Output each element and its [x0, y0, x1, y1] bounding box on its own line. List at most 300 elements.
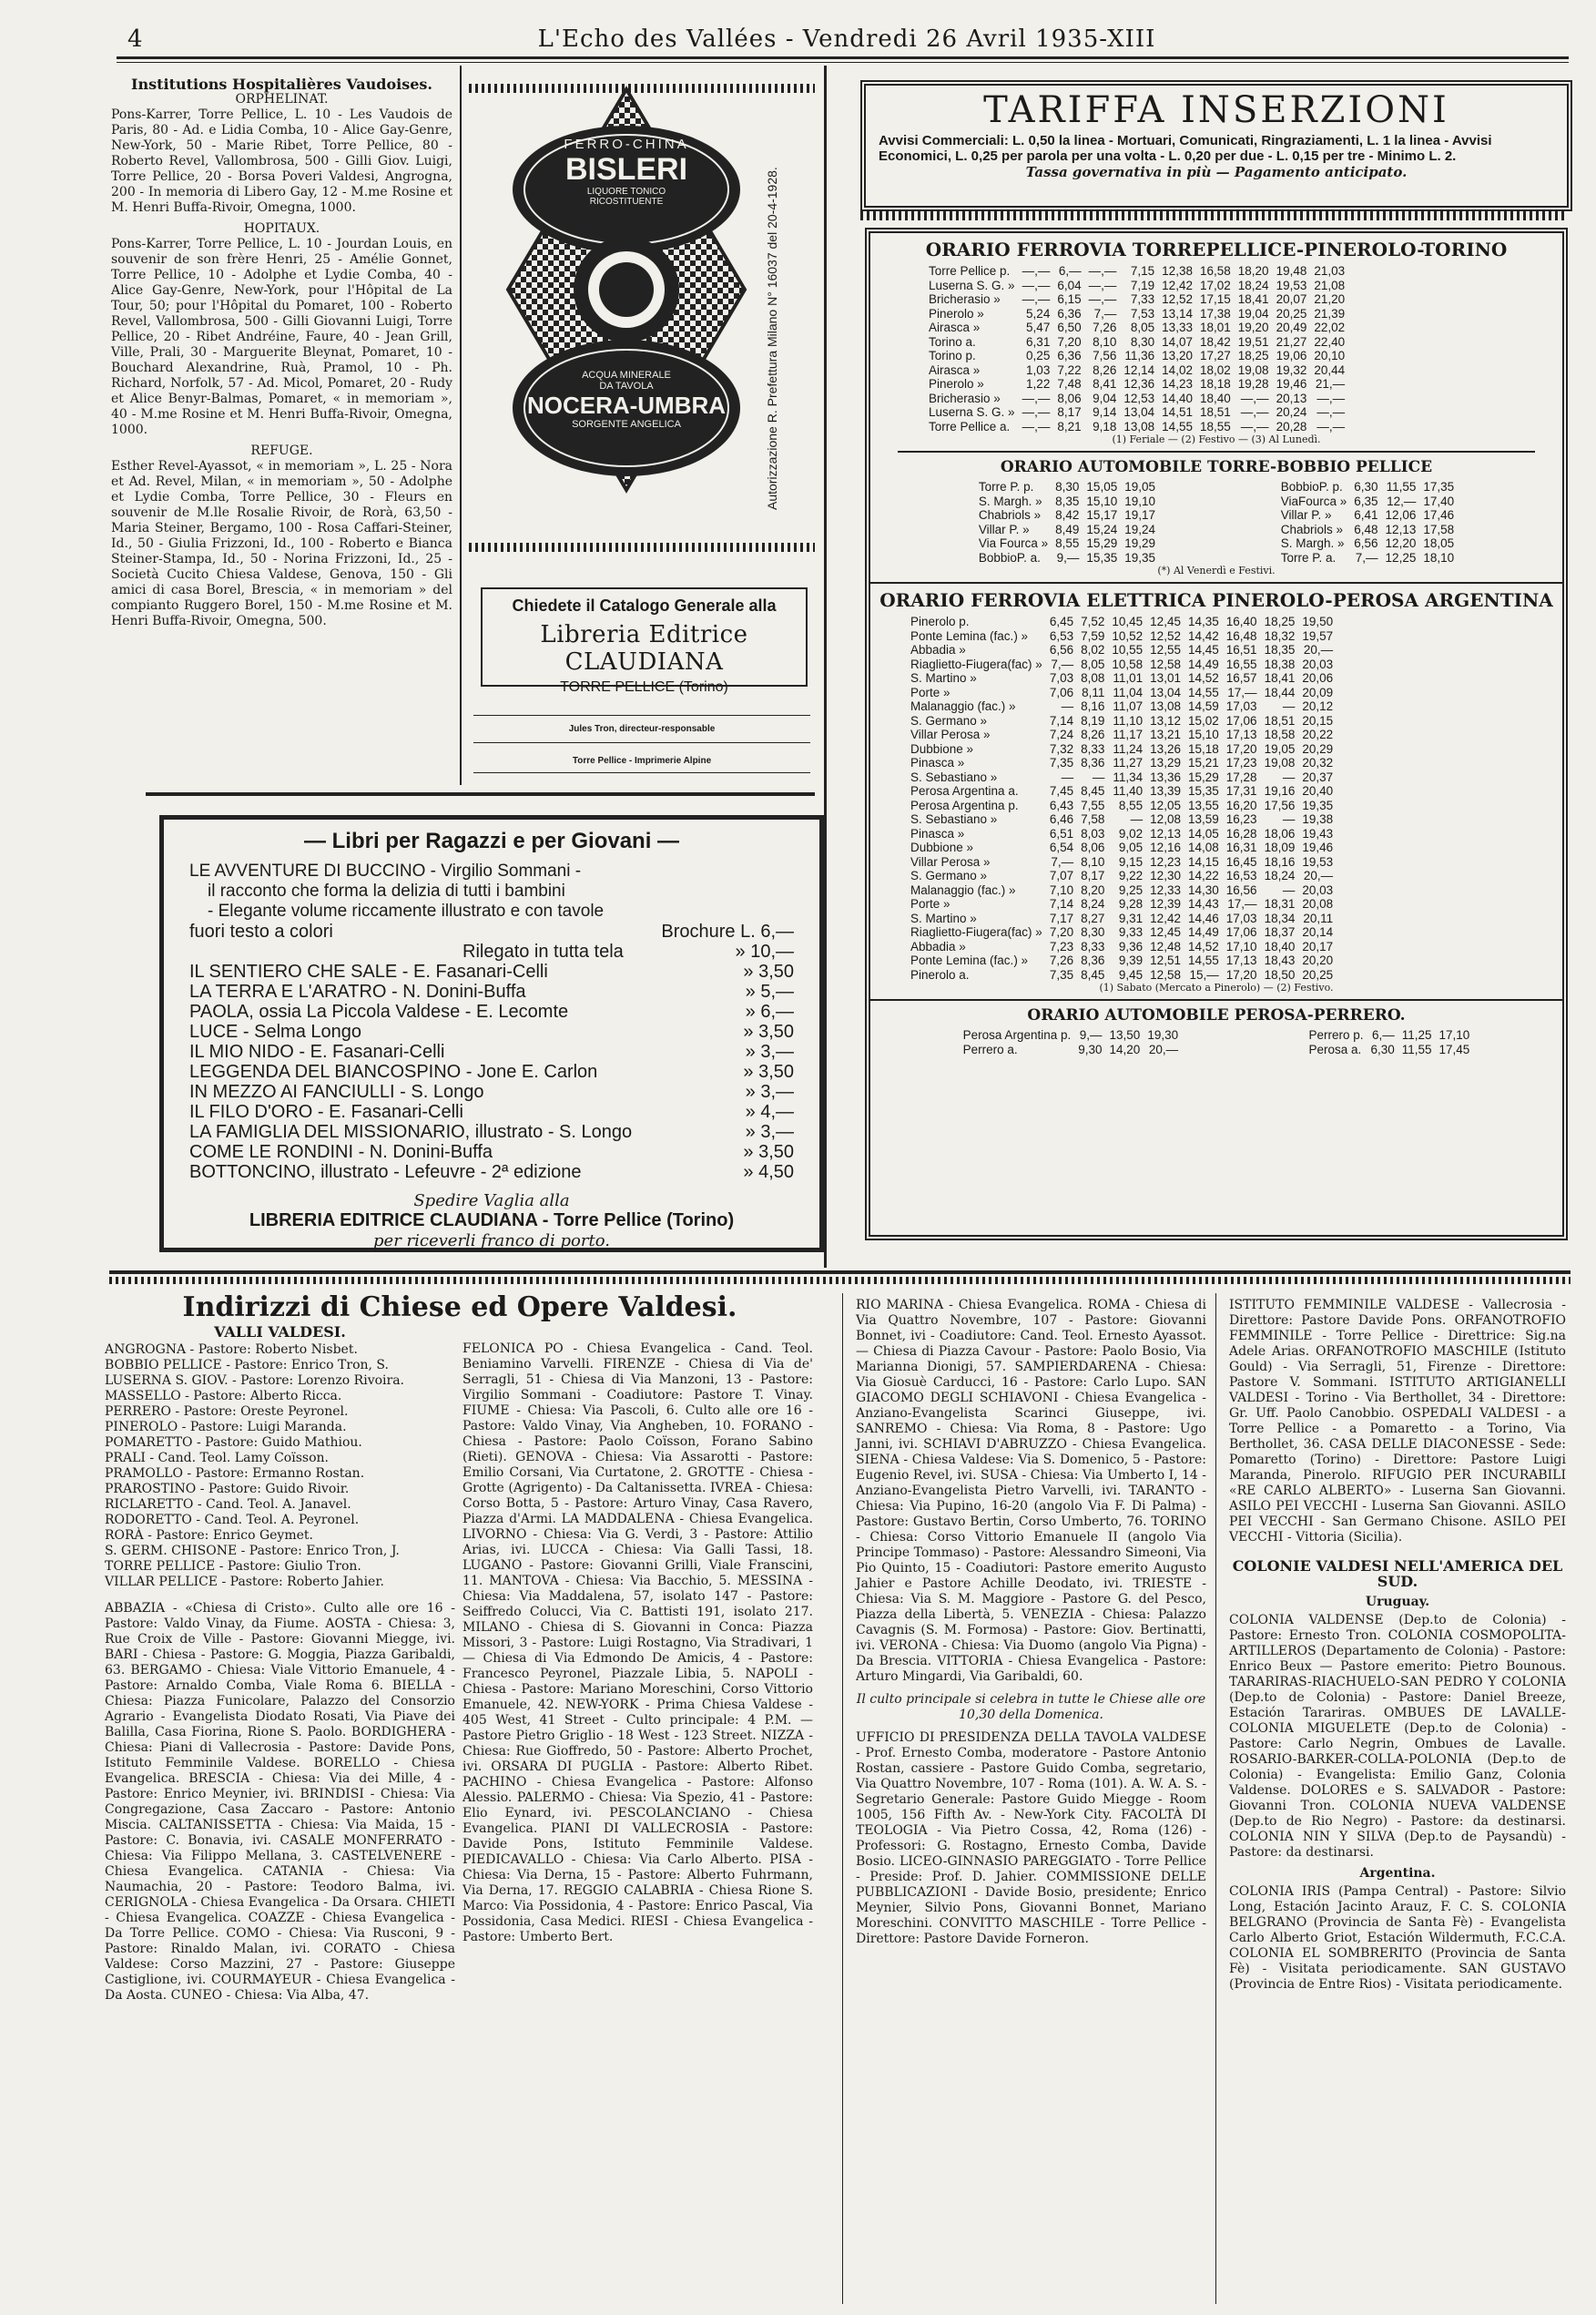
book-title: LA TERRA E L'ARATRO - N. Donini-Buffa [189, 982, 526, 1002]
time-cell: 18,25 [1237, 349, 1269, 362]
time-cell: 15,29 [1086, 536, 1118, 550]
time-cell: 19,35 [1302, 798, 1334, 812]
time-cell: 6,46 [1049, 812, 1074, 826]
orario2-title: ORARIO AUTOMOBILE TORRE-BOBBIO PELLICE [1000, 458, 1433, 476]
time-cell: —,— [1316, 405, 1346, 419]
time-cell: 16,28 [1225, 826, 1257, 841]
time-cell: 8,26 [1093, 362, 1117, 377]
table-row [907, 784, 1337, 799]
time-cell: 20,32 [1302, 756, 1334, 770]
list-item: PERRERO - Pastore: Oreste Peyronel. [105, 1404, 349, 1419]
table-row [1277, 480, 1458, 495]
time-cell: 6,43 [1049, 798, 1074, 812]
list-item: TORRE PELLICE - Pastore: Giulio Tron. [105, 1559, 361, 1574]
time-cell: 12,13 [1385, 522, 1417, 536]
time-cell: 18,09 [1264, 841, 1296, 854]
time-cell: 8,33 [1081, 939, 1105, 954]
station-cell: Airasca » [929, 362, 981, 377]
time-cell: 7,03 [1049, 671, 1074, 685]
time-cell: 13,14 [1162, 306, 1193, 321]
time-cell: 10,45 [1112, 615, 1144, 628]
station-cell: Ponte Lemina (fac.) » [910, 628, 1029, 643]
time-cell: 16,20 [1225, 798, 1257, 812]
culto-note: Il culto principale si celebra in tutte le Chiese alle ore 10,30 della Domenica. [856, 1692, 1206, 1722]
time-cell: 8,17 [1081, 869, 1105, 882]
time-cell: 18,41 [1237, 292, 1269, 306]
table-row [975, 536, 1159, 551]
time-cell: 14,20 [1109, 1042, 1141, 1056]
time-cell: 17,02 [1199, 278, 1231, 292]
table-row [975, 551, 1159, 566]
books-footer1: Spedire Vaglia alla [413, 1191, 570, 1210]
imprint-director: Jules Tron, directeur-responsable [568, 724, 716, 734]
time-cell: 12,38 [1162, 264, 1193, 278]
station-cell: Chabriols » [1280, 522, 1344, 536]
table-row [907, 925, 1337, 940]
orario3-note: (1) Sabato (Mercato a Pinerolo) — (2) Festivo. [1099, 982, 1334, 994]
time-cell: 15,17 [1086, 508, 1118, 522]
time-cell: 12,16 [1150, 841, 1181, 854]
book-title: COME LE RONDINI - N. Donini-Buffa [189, 1142, 493, 1162]
time-cell: 18,20 [1237, 264, 1269, 278]
time-cell: 12,45 [1150, 925, 1181, 939]
time-cell: 17,31 [1225, 784, 1257, 798]
time-cell: 16,48 [1225, 628, 1257, 643]
time-cell: 21,03 [1314, 264, 1346, 278]
station-cell: Perosa Argentina p. [962, 1028, 1072, 1042]
time-cell: 16,55 [1225, 657, 1257, 671]
time-cell: 9,39 [1118, 954, 1144, 967]
table-row [907, 812, 1337, 827]
time-cell: 16,57 [1225, 671, 1257, 685]
header-rule-thin [117, 62, 1569, 63]
time-cell: 14,02 [1162, 362, 1193, 377]
time-cell: 9,30 [1078, 1042, 1103, 1056]
time-cell: 20,29 [1302, 741, 1334, 756]
station-cell: Malanaggio (fac.) » [910, 699, 1016, 713]
time-cell: 19,16 [1264, 784, 1296, 798]
book-item [189, 1022, 794, 1042]
time-cell: 15,24 [1086, 522, 1118, 536]
time-cell: 19,53 [1276, 278, 1307, 292]
table-row [907, 897, 1337, 912]
time-cell: 12,13 [1150, 826, 1181, 841]
time-cell: 20,08 [1302, 897, 1334, 911]
station-cell: BobbioP. a. [978, 550, 1041, 565]
time-cell: 7,07 [1049, 869, 1074, 882]
page-number: 4 [127, 25, 143, 53]
time-cell: 13,08 [1150, 699, 1181, 713]
orphelinat-title: ORPHELINAT. [235, 92, 329, 107]
time-cell: 19,35 [1124, 550, 1156, 565]
table-row [925, 392, 1348, 406]
time-cell: 16,58 [1199, 264, 1231, 278]
colonie-title: COLONIE VALDESI NELL'AMERICA DEL SUD. [1232, 1557, 1563, 1590]
time-cell: 13,50 [1109, 1028, 1141, 1042]
time-cell: 8,30 [1055, 480, 1080, 494]
books-intro5: Rilegato in tutta tela [463, 942, 624, 962]
time-cell: 18,24 [1264, 869, 1296, 882]
time-cell: 12,08 [1150, 812, 1181, 826]
time-cell: 13,01 [1150, 671, 1181, 685]
time-cell: 6,36 [1057, 349, 1082, 362]
time-cell: 20,— [1148, 1042, 1179, 1056]
ad-mid1: ACQUA MINERALE [582, 370, 671, 381]
time-cell: 7,17 [1049, 911, 1074, 925]
time-cell: 15,10 [1086, 494, 1118, 508]
time-cell: 12,45 [1150, 615, 1181, 628]
book-item [189, 1042, 794, 1062]
table-row [925, 363, 1348, 378]
time-cell: 8,21 [1057, 419, 1082, 433]
tariffa-line1: Avvisi Commerciali: L. 0,50 la linea - Mortuari, Comunicati, Ringraziamenti, L. 1 la linea - Avvisi Economici, L. 0,25 per parola per una volta - L. 0,20 per due - L. 0,15 per tre - Minimo L. 2. [879, 133, 1492, 164]
hopitaux-text: Pons-Karrer, Torre Pellice, L. 10 - Jourdan Louis, en souvenir de son frère Henri, 25 - Amélie Gonnet, Torre Pellice, 10 - Adolphe et Lydie Comba, 40 - Alice Gay-Genre, New-York, pour l'Hôpital de La Tour, 50; pour l'Hôpital du Pomaret, 100 - Roberto Revel, Vallombrosa, 500 - Gilli Giovanni Luigi, Torre Pellice, 20 - Ribet Andréine, Faure, 40 - Jean Grill, Ville, Prali, 30 - Marguerite Bleynat, Pomaret, 10 - Bouchard Alexandrine, Ruà, Pramol, 10 - Ph. Richard, Norfolk, 57 - Ad. Micol, Pomaret, 20 - Rudy et Alice Benyr-Balmas, Pomaret, « in memoriam », 40 - M.me Rosine et M. Henri Buffa-Rivoir, Omegna, 1000. [111, 237, 452, 437]
book-price: » 3,— [745, 1082, 794, 1102]
ad-source: SORGENTE ANGELICA [572, 419, 681, 430]
table-row [907, 728, 1337, 742]
station-cell: Pinasca » [910, 756, 965, 770]
time-cell: —,— [1088, 292, 1117, 306]
time-cell: 17,23 [1225, 756, 1257, 770]
time-cell: 11,34 [1113, 770, 1144, 784]
time-cell: 8,06 [1081, 841, 1105, 854]
time-cell: 7,26 [1049, 954, 1074, 967]
time-cell: —,— [1022, 391, 1051, 405]
time-cell: 8,41 [1093, 377, 1117, 391]
station-cell: Dubbione » [910, 841, 974, 854]
time-cell: 11,55 [1386, 480, 1417, 494]
time-cell: 17,20 [1225, 967, 1257, 982]
station-cell: Perrero p. [1308, 1028, 1364, 1042]
column-rule [1215, 1293, 1216, 2304]
station-cell: Villar P. » [1280, 508, 1332, 522]
book-title: LUCE - Selma Longo [189, 1022, 361, 1042]
station-cell: Abbadia » [910, 643, 966, 657]
station-cell: Bricherasio » [929, 391, 1001, 405]
time-cell: 19,46 [1302, 841, 1334, 854]
catalog-line2: Libreria Editrice CLAUDIANA [540, 621, 748, 676]
time-cell: 18,31 [1264, 897, 1296, 911]
time-cell: 19,17 [1124, 508, 1156, 522]
time-cell: 19,06 [1276, 349, 1307, 362]
time-cell: 20,07 [1276, 292, 1307, 306]
time-cell: — [1282, 812, 1296, 826]
book-list [189, 962, 794, 1182]
station-cell: Abbadia » [910, 939, 966, 954]
orario2-table-left [975, 480, 1159, 565]
time-cell: 19,53 [1302, 854, 1334, 869]
argentina-text: COLONIA IRIS (Pampa Central) - Pastore: Silvio Long, Estación Jacinto Arauz, F. C. S. COLONIA BELGRANO (Provincia de Santa Fè) - Evangelista Carlo Alberto Griot, Estación Wildermuth, F.C.C.A. COLONIA EL SOMBRERITO (Provincia de Santa Fè) - Visitata periodicamente. SAN GUSTAVO (Provincia de Entre Rios) - Visitata periodicamente. [1229, 1884, 1566, 1992]
time-cell: 17,06 [1225, 925, 1257, 939]
time-cell: 6,53 [1049, 628, 1074, 643]
time-cell: 12,52 [1150, 628, 1181, 643]
time-cell: 19,46 [1276, 377, 1307, 391]
time-cell: 9,05 [1118, 841, 1144, 854]
time-cell: 17,13 [1225, 728, 1257, 741]
time-cell: 6,15 [1057, 292, 1082, 306]
time-cell: —,— [1316, 391, 1346, 405]
time-cell: 20,15 [1302, 713, 1334, 728]
time-cell: 6,— [1371, 1028, 1395, 1042]
table-row [960, 1043, 1182, 1057]
time-cell: 19,28 [1237, 377, 1269, 391]
time-cell: 14,15 [1187, 854, 1219, 869]
time-cell: 15,10 [1187, 728, 1219, 741]
section-ornament [109, 1277, 1571, 1284]
time-cell: 12,30 [1150, 869, 1181, 882]
time-cell: 6,04 [1057, 278, 1082, 292]
time-cell: 16,45 [1225, 854, 1257, 869]
book-price: » 3,— [745, 1122, 794, 1142]
station-cell: Pinerolo a. [910, 967, 970, 982]
time-cell: 12,55 [1150, 643, 1181, 657]
list-item: PRAROSTINO - Pastore: Guido Rivoir. [105, 1482, 350, 1496]
argentina-title: Argentina. [1359, 1866, 1436, 1881]
time-cell: —,— [1022, 264, 1051, 278]
time-cell: 12,36 [1123, 377, 1155, 391]
time-cell: 11,10 [1113, 713, 1144, 728]
column-rule [460, 66, 462, 785]
time-cell: 18,10 [1423, 550, 1455, 565]
time-cell: 13,26 [1150, 741, 1181, 756]
list-item: RICLARETTO - Cand. Teol. A. Janavel. [105, 1497, 351, 1512]
time-cell: 1,03 [1026, 362, 1051, 377]
time-cell: 21,08 [1314, 278, 1346, 292]
time-cell: 11,36 [1124, 349, 1155, 362]
time-cell: 18,05 [1423, 536, 1455, 550]
book-title: PAOLA, ossia La Piccola Valdese - E. Lecomte [189, 1002, 569, 1022]
time-cell: 19,24 [1124, 522, 1156, 536]
time-cell: 17,06 [1225, 713, 1257, 728]
time-cell: 18,34 [1264, 911, 1296, 925]
time-cell: 17,28 [1225, 770, 1257, 784]
table-row [907, 615, 1337, 629]
time-cell: 17,56 [1264, 798, 1296, 812]
time-cell: 19,43 [1302, 826, 1334, 841]
book-item [189, 1122, 794, 1142]
chiese-col3-text: RIO MARINA - Chiesa Evangelica. ROMA - Chiesa di Via Quattro Novembre, 107 - Pastore: Giovanni Bonnet, ivi - Coadiutore: Cand. Teol. Ernesto Ayassot. — Chiesa di Piazza Cavour - Pastore: Paolo Bosio, Via Marianna Dionigi, 57. SAMPIERDARENA - Chiesa: Via Giosuè Carducci, 16 - Pastore: Carlo Lupo. SAN GIACOMO DEGLI SCHIAVONI - Chiesa Evangelica - Anziano-Evangelista Scarinci Giuseppe, ivi. SANREMO - Chiesa: Via Roma, 8 - Pastore: Ugo Janni, ivi. SCHIAVI D'ABRUZZO - Chiesa Evangelica. SIENA - Chiesa Valdese: Via S. Domenico, 5 - Pastore: Eugenio Revel, ivi. SUSA - Chiesa: Via Umberto I, 14 - Anziano-Evangelista Pietro Varvelli, ivi. TARANTO - Chiesa: Via Pupino, 16-20 (angolo Via F. Di Palma) - Pastore: Gustavo Bertin, Corso Umberto, 76. TORINO - Chiesa: Corso Vittorio Emanuele II (angolo Via Principe Tommaso) - Pastore: Alessandro Simeoni, Via Pio Quinto, 15 - Coadiutori: Pastore emerito Augusto Jahier e Pastore Achille Deodato, ivi. TRIESTE - Chiesa: Via S. M. Maggiore - Pastore G. del Pesco, Piazza della Libertà, 5. VENEZIA - Chiesa: Palazzo Cavagnis (S. M. Formosa) - Pastore: Giov. Bertinatti, ivi. VERONA - Chiesa: Via Duomo (angolo Via Pigna) - Da Brescia. VITTORIA - Chiesa Evangelica - Pastore: Arturo Mingardi, Via Garibaldi, 60. [856, 1298, 1207, 1684]
time-cell: 9,36 [1118, 939, 1144, 954]
station-cell: Bricherasio » [929, 292, 1001, 306]
book-item [189, 1142, 794, 1162]
time-cell: 15,05 [1086, 480, 1118, 494]
time-cell: 16,56 [1225, 882, 1257, 897]
time-cell: 6,48 [1354, 522, 1378, 536]
hopitaux-title: HOPITAUX. [243, 221, 320, 236]
time-cell: — [1282, 882, 1296, 897]
time-cell: 15,35 [1086, 550, 1118, 565]
station-cell: Villar Perosa » [910, 728, 991, 741]
time-cell: 17,10 [1225, 939, 1257, 954]
time-cell: 20,25 [1276, 306, 1307, 321]
books-title: — Libri per Ragazzi e per Giovani — [303, 829, 680, 853]
time-cell: — [1092, 770, 1105, 784]
time-cell: —,— [1240, 419, 1269, 433]
station-cell: Torre Pellice p. [929, 264, 1011, 278]
time-cell: 13,59 [1187, 812, 1219, 826]
table-row [975, 480, 1159, 495]
time-cell: 20,44 [1314, 362, 1346, 377]
station-cell: Dubbione » [910, 741, 974, 756]
time-cell: 14,49 [1187, 657, 1219, 671]
time-cell: 19,08 [1237, 362, 1269, 377]
time-cell: 8,27 [1081, 911, 1105, 925]
time-cell: —,— [1022, 278, 1051, 292]
table-row [960, 1028, 1182, 1043]
time-cell: 17,13 [1225, 954, 1257, 967]
book-item [189, 1002, 794, 1022]
time-cell: 17,46 [1423, 508, 1455, 522]
book-price: » 3,— [745, 1042, 794, 1062]
time-cell: 20,14 [1302, 925, 1334, 939]
time-cell: 12,53 [1123, 391, 1155, 405]
time-cell: 20,06 [1302, 671, 1334, 685]
time-cell: 18,41 [1264, 671, 1296, 685]
tariffa-line2: Tassa governativa in più — Pagamento anticipato. [1025, 164, 1408, 180]
chiese-title: Indirizzi di Chiese ed Opere Valdesi. [182, 1291, 737, 1323]
table-row [907, 968, 1337, 983]
table-row [907, 841, 1337, 855]
time-cell: 14,59 [1187, 699, 1219, 713]
time-cell: 18,58 [1264, 728, 1296, 741]
time-cell: 8,26 [1081, 728, 1105, 741]
time-cell: 7,55 [1081, 798, 1105, 812]
time-cell: 6,56 [1049, 643, 1074, 657]
time-cell: 20,24 [1276, 405, 1307, 419]
time-cell: 11,27 [1113, 756, 1144, 770]
time-cell: 12,42 [1162, 278, 1193, 292]
table-row [925, 292, 1348, 307]
time-cell: 14,55 [1187, 954, 1219, 967]
time-cell: 7,20 [1049, 925, 1074, 939]
station-cell: S. Margh. » [1280, 536, 1345, 550]
table-row [907, 855, 1337, 870]
time-cell: 20,11 [1303, 911, 1334, 925]
time-cell: —,— [1022, 405, 1051, 419]
time-cell: 18,18 [1199, 377, 1231, 391]
table-row [925, 349, 1348, 363]
table-row [907, 658, 1337, 672]
books-intro2: il racconto che forma la delizia di tutti i bambini [208, 882, 565, 901]
chiese-column-2 [463, 1341, 813, 2309]
time-cell: 6,31 [1026, 334, 1051, 349]
time-cell: 17,58 [1423, 522, 1455, 536]
time-cell: — [1061, 770, 1074, 784]
table-row [907, 671, 1337, 686]
time-cell: 16,40 [1225, 615, 1257, 628]
time-cell: 0,25 [1026, 349, 1051, 362]
orario1-title: ORARIO FERROVIA TORREPELLICE-PINEROLO-TORINO [925, 239, 1508, 260]
time-cell: 18,32 [1264, 628, 1296, 643]
station-cell: Torino p. [929, 349, 976, 362]
time-cell: 14,23 [1162, 377, 1193, 391]
station-cell: Perosa Argentina a. [910, 784, 1019, 798]
time-cell: 18,02 [1199, 362, 1231, 377]
books-footer2: LIBRERIA EDITRICE CLAUDIANA - Torre Pellice (Torino) [249, 1210, 735, 1230]
station-cell: ViaFourca » [1280, 494, 1347, 508]
time-cell: 14,08 [1187, 841, 1219, 854]
refuge-title: REFUGE. [250, 444, 313, 458]
time-cell: 10,55 [1112, 643, 1144, 657]
refuge-text: Esther Revel-Ayassot, « in memoriam », L. 25 - Nora et Ad. Revel, Milan, « in memoriam », 50 - Adolphe et Lydie Comba, Torre Pellice, 30 - Fleurs en souvenir de M.lle Rosalie Rivoir, de Rorà, 63,50 - Maria Steiner, Bergamo, 100 - Rosa Caffari-Steiner, Id., 50 - Giulia Frizzoni, Id., 100 - Roberto e Bianca Steiner-Stampa, Id., 50 - Norina Frizzoni, Id., 25 - Società Cucito Chiesa Valdese, Genova, 150 - Gli amici di casa Borel, Brescia, « in memoriam » del compianto Ruggero Borel, 150 - M.me Rosine et M. Henri Buffa-Rivoir, Omegna, 500. [111, 459, 452, 628]
station-cell: Villar P. » [978, 522, 1030, 536]
time-cell: 6,— [1058, 264, 1082, 278]
station-cell: BobbioP. p. [1280, 480, 1343, 494]
table-row [907, 912, 1337, 926]
book-title: IL SENTIERO CHE SALE - E. Fasanari-Celli [189, 962, 548, 982]
time-cell: 20,09 [1302, 685, 1334, 699]
time-cell: 20,20 [1302, 954, 1334, 967]
table-row [907, 883, 1337, 898]
station-cell: Malanaggio (fac.) » [910, 882, 1016, 897]
time-cell: 6,30 [1354, 480, 1378, 494]
time-cell: 20,— [1303, 869, 1334, 882]
time-cell: 20,— [1303, 643, 1334, 657]
uruguay-title: Uruguay. [1365, 1595, 1430, 1609]
time-cell: 7,52 [1081, 615, 1105, 628]
station-cell: S. Martino » [910, 671, 977, 685]
books-footer3: per riceverli franco di porto. [373, 1231, 610, 1250]
time-cell: 12,05 [1150, 798, 1181, 812]
station-cell: Perosa a. [1308, 1042, 1362, 1056]
station-cell: Porte » [910, 897, 950, 911]
time-cell: 9,45 [1118, 967, 1144, 982]
time-cell: 14,52 [1187, 939, 1219, 954]
time-cell: 11,25 [1401, 1028, 1432, 1042]
table-row [925, 321, 1348, 335]
time-cell: 19,29 [1124, 536, 1156, 550]
time-cell: 18,44 [1264, 685, 1296, 699]
book-item [189, 962, 794, 982]
time-cell: 12,48 [1150, 939, 1181, 954]
book-item [189, 982, 794, 1002]
time-cell: —,— [1240, 391, 1269, 405]
table-row [925, 405, 1348, 420]
time-cell: 7,22 [1057, 362, 1082, 377]
orario2-note: (*) Al Venerdì e Festivi. [1157, 565, 1276, 576]
time-cell: 7,23 [1049, 939, 1074, 954]
time-cell: 19,05 [1124, 480, 1156, 494]
time-cell: 18,24 [1237, 278, 1269, 292]
time-cell: 7,— [1355, 550, 1378, 565]
imprint-rule [473, 742, 810, 743]
table-row [907, 756, 1337, 770]
time-cell: 7,20 [1057, 334, 1082, 349]
time-cell: 19,38 [1302, 812, 1334, 826]
valli-list [105, 1342, 455, 1590]
station-cell: S. Germano » [910, 869, 988, 882]
time-cell: 7,35 [1049, 756, 1074, 770]
book-item [189, 1082, 794, 1102]
time-cell: 22,40 [1314, 334, 1346, 349]
time-cell: 19,20 [1237, 321, 1269, 334]
time-cell: 8,42 [1055, 508, 1080, 522]
table-row [907, 827, 1337, 841]
time-cell: 16,51 [1225, 643, 1257, 657]
time-cell: — [1282, 770, 1296, 784]
table-row [907, 643, 1337, 658]
time-cell: 5,47 [1026, 321, 1051, 334]
station-cell: Pinerolo » [929, 306, 984, 321]
time-cell: 19,48 [1276, 264, 1307, 278]
time-cell: 18,37 [1264, 925, 1296, 939]
time-cell: 21,20 [1314, 292, 1346, 306]
station-cell: Villar Perosa » [910, 854, 991, 869]
time-cell: 19,08 [1264, 756, 1296, 770]
book-item [189, 1102, 794, 1122]
orario1-table [925, 264, 1348, 433]
time-cell: 8,24 [1081, 897, 1105, 911]
